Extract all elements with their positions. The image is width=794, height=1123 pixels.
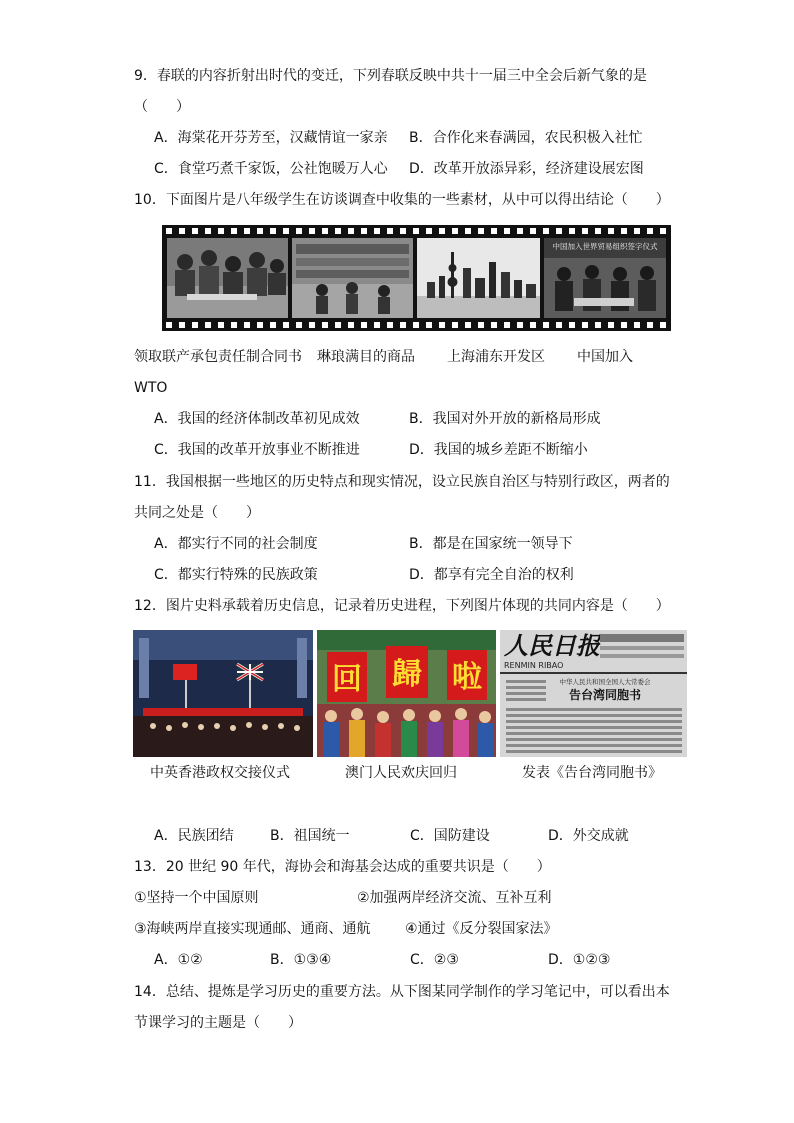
q13-item-1: ①坚持一个中国原则 — [134, 890, 259, 906]
q14-stem-line2: 节课学习的主题是（ ） — [134, 1015, 302, 1031]
q13-item-2: ②加强两岸经济交流、互补互利 — [357, 890, 552, 906]
photo-macau-celebration — [317, 630, 496, 757]
photo-contract-signing — [167, 238, 288, 318]
q12-caption-3: 发表《告台湾同胞书》 — [522, 765, 662, 781]
q9-option-d: D．改革开放添异彩，经济建设展宏图 — [409, 161, 644, 177]
q9-stem: 9．春联的内容折射出时代的变迁，下列春联反映中共十一届三中全会后新气象的是 — [134, 68, 647, 84]
photo-pudong-skyline — [417, 238, 540, 318]
q9-option-b: B．合作化来春满园，农民积极入社忙 — [409, 130, 643, 146]
newspaper-headline: 告台湾同胞书 — [568, 688, 642, 702]
q10-option-b: B．我国对外开放的新格局形成 — [409, 411, 601, 427]
q11-option-d: D．都享有完全自治的权利 — [409, 567, 574, 583]
q10-caption-4-wrap: WTO — [134, 380, 168, 396]
newspaper-pinyin: RENMIN RIBAO — [504, 661, 564, 670]
photo-goods-market — [292, 238, 413, 318]
q10-caption-3: 上海浦东开发区 — [447, 349, 545, 365]
q10-option-a: A．我国的经济体制改革初见成效 — [154, 411, 360, 427]
q13-option-c: C．②③ — [410, 952, 459, 968]
q11-stem-line1: 11．我国根据一些地区的历史特点和现实情况，设立民族自治区与特别行政区，两者的 — [134, 474, 670, 490]
q14-stem-line1: 14．总结、提炼是学习历史的重要方法。从下图某同学制作的学习笔记中，可以看出本 — [134, 984, 670, 1000]
q11-option-b: B．都是在国家统一领导下 — [409, 536, 573, 552]
q12-option-b: B．祖国统一 — [270, 828, 350, 844]
sign-char-2: 歸 — [392, 657, 422, 692]
q9-option-a: A．海棠花开芬芳至，汉藏情谊一家亲 — [154, 130, 388, 146]
q12-option-a: A．民族团结 — [154, 828, 234, 844]
q12-stem: 12．图片史料承载着历史信息，记录着历史进程，下列图片体现的共同内容是（ ） — [134, 598, 670, 614]
q10-stem: 10．下面图片是八年级学生在访谈调查中收集的一些素材，从中可以得出结论（ ） — [134, 192, 670, 208]
q11-option-a: A．都实行不同的社会制度 — [154, 536, 318, 552]
sign-char-3: 啦 — [452, 660, 482, 695]
q13-stem: 13．20 世纪 90 年代，海协会和海基会达成的重要共识是（ ） — [134, 859, 551, 875]
q10-caption-2: 琳琅满目的商品 — [317, 349, 415, 365]
q11-stem-line2: 共同之处是（ ） — [134, 505, 260, 521]
q13-option-a: A．①② — [154, 952, 203, 968]
q10-caption-1: 领取联产承包责任制合同书 — [134, 349, 302, 365]
q13-option-b: B．①③④ — [270, 952, 332, 968]
wto-banner-text: 中国加入世界贸易组织签字仪式 — [552, 242, 658, 251]
q10-option-d: D．我国的城乡差距不断缩小 — [409, 442, 588, 458]
q12-caption-2: 澳门人民欢庆回归 — [345, 765, 457, 781]
filmstrip-image — [162, 225, 671, 331]
photo-wto-signing — [544, 238, 666, 318]
q10-caption-4: 中国加入 — [577, 349, 633, 365]
newspaper-subheadline: 中华人民共和国全国人大常委会 — [559, 678, 651, 686]
newspaper-title: 人民日报 — [504, 631, 600, 660]
q10-option-c: C．我国的改革开放事业不断推进 — [154, 442, 360, 458]
q9-paren: （ ） — [134, 99, 190, 115]
q13-option-d: D．①②③ — [548, 952, 611, 968]
sprocket-holes-bottom — [166, 322, 667, 328]
sign-char-1: 回 — [332, 662, 362, 697]
q13-item-3: ③海峡两岸直接实现通邮、通商、通航 — [134, 921, 371, 937]
photo-hk-handover — [133, 630, 313, 757]
photo-peoples-daily — [500, 630, 687, 757]
q12-option-c: C．国防建设 — [410, 828, 490, 844]
q12-option-d: D．外交成就 — [548, 828, 629, 844]
q9-option-c: C．食堂巧煮千家饭，公社饱暖万人心 — [154, 161, 388, 177]
q12-caption-1: 中英香港政权交接仪式 — [150, 765, 290, 781]
sprocket-holes-top — [166, 228, 667, 234]
q13-item-4: ④通过《反分裂国家法》 — [405, 921, 558, 937]
q11-option-c: C．都实行特殊的民族政策 — [154, 567, 318, 583]
